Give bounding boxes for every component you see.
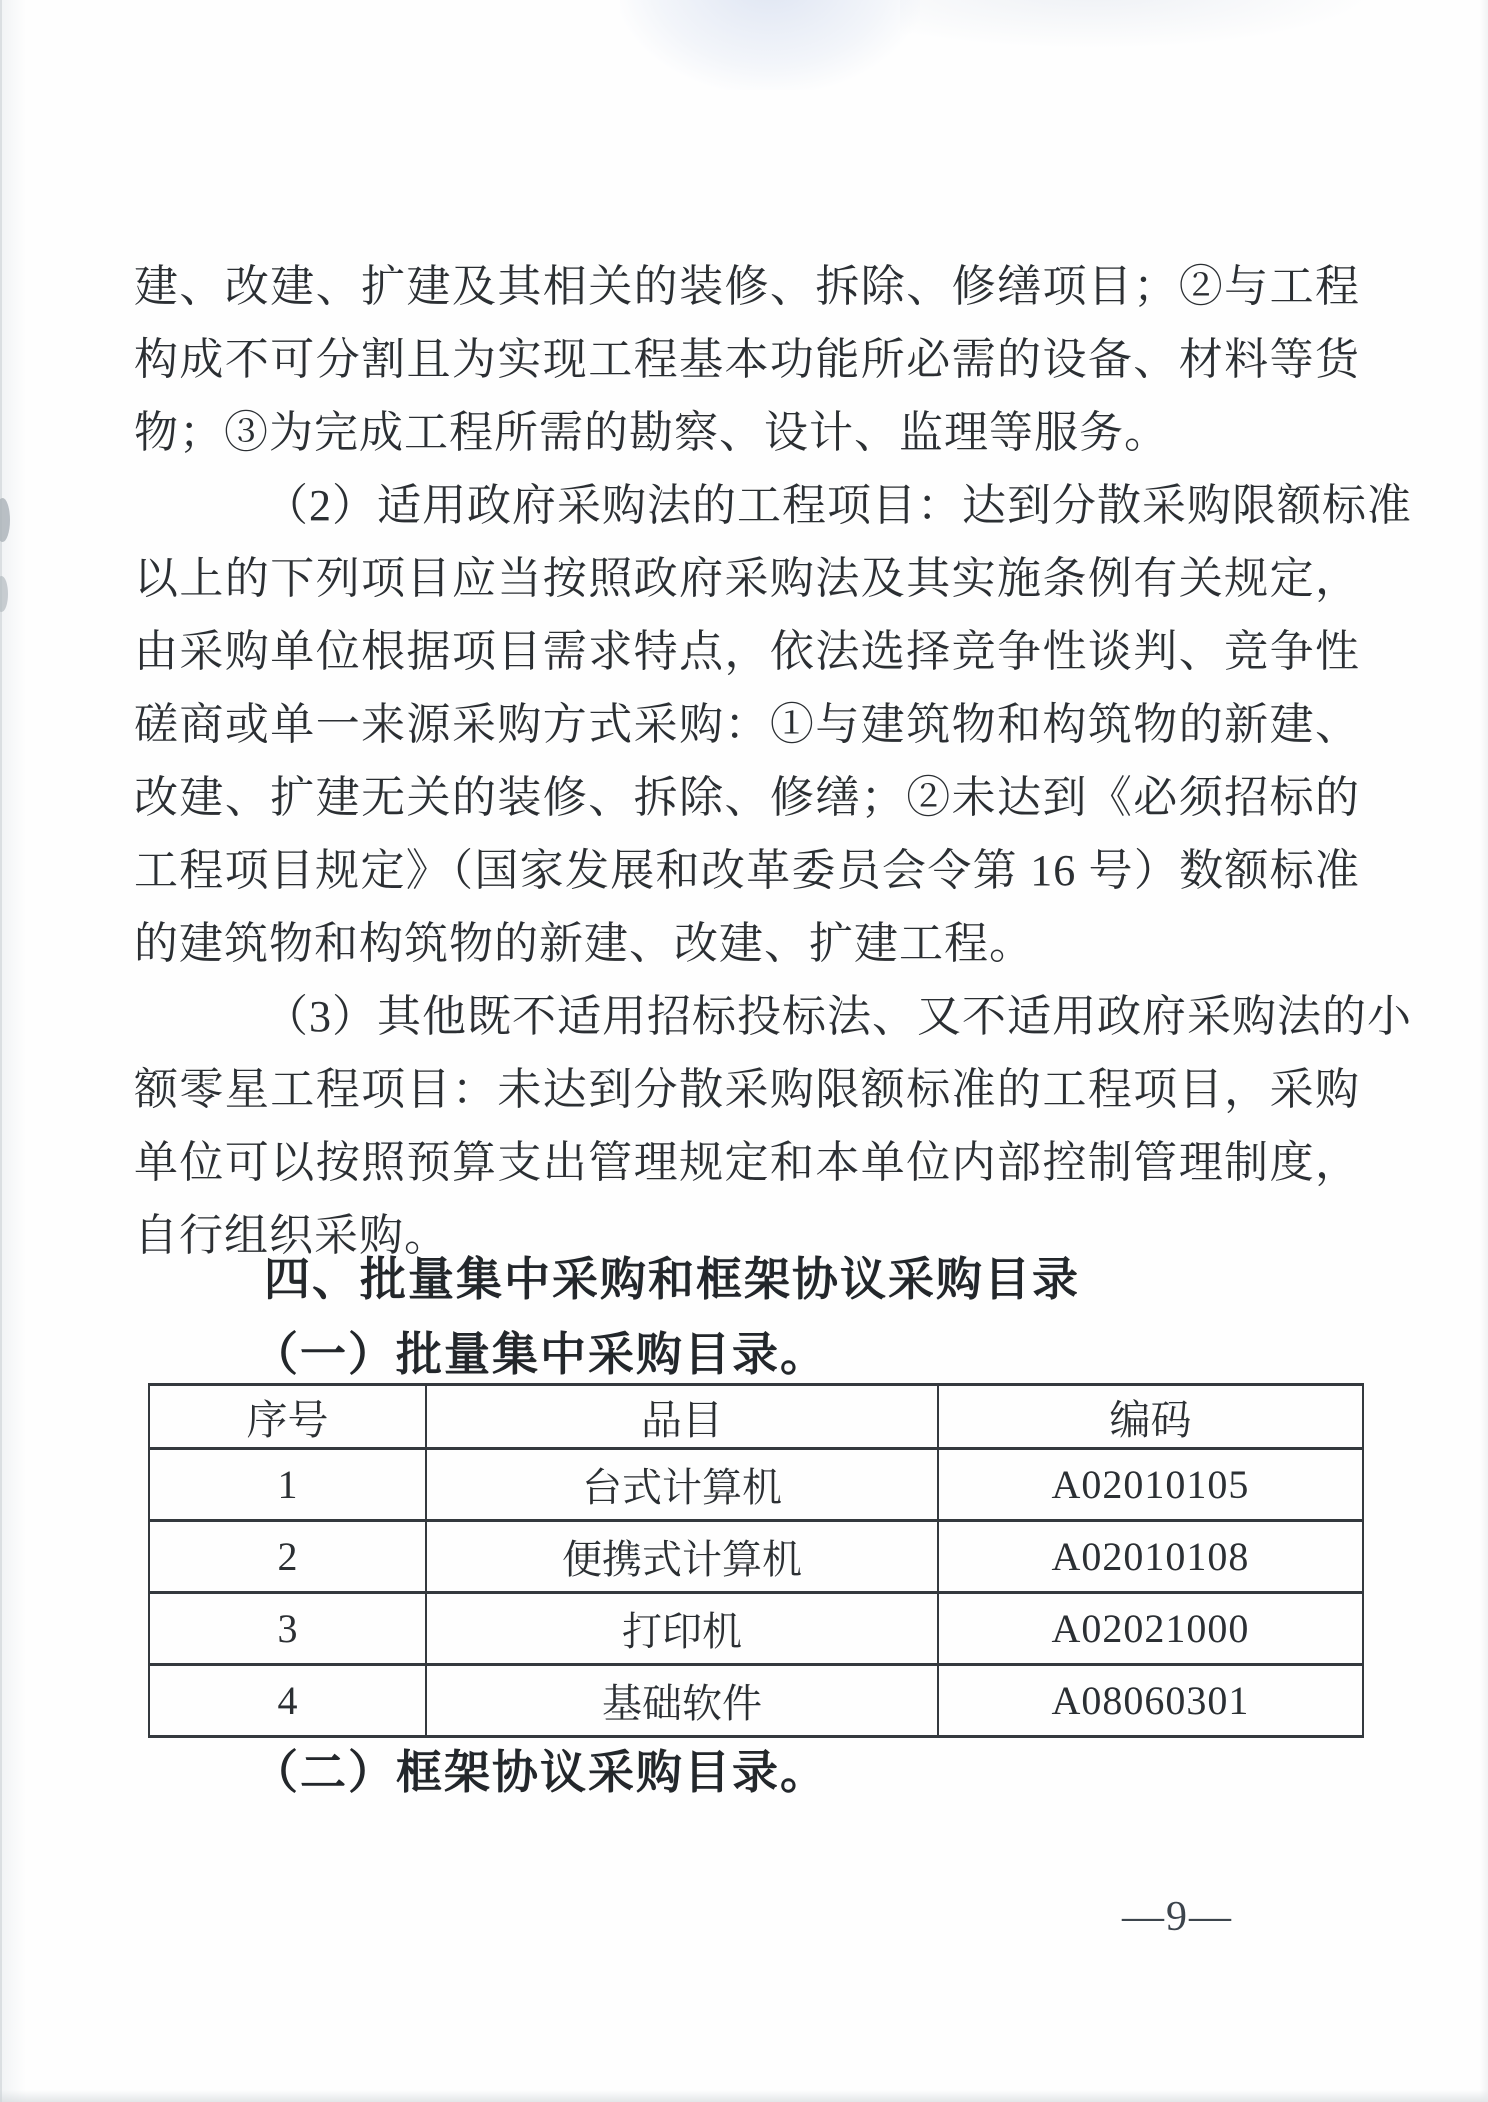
cell-item: 台式计算机 bbox=[426, 1449, 938, 1521]
scan-shadow-left bbox=[0, 0, 26, 2102]
scan-edge-line bbox=[0, 0, 2, 2102]
scan-streaks-top bbox=[900, 0, 1380, 50]
body-line: 额零星工程项目：未达到分散采购限额标准的工程项目，采购 bbox=[134, 1065, 1360, 1114]
cell-code: A02021000 bbox=[938, 1593, 1363, 1665]
body-line: 的建筑物和构筑物的新建、改建、扩建工程。 bbox=[134, 919, 1034, 968]
table-row bbox=[149, 1521, 1363, 1593]
body-line: 磋商或单一来源采购方式采购：①与建筑物和构筑物的新建、 bbox=[134, 700, 1360, 749]
cell-serial: 3 bbox=[149, 1593, 426, 1665]
body-line: 改建、扩建无关的装修、拆除、修缮；②未达到《必须招标的 bbox=[134, 773, 1360, 822]
table-header-row bbox=[149, 1385, 1363, 1449]
cell-item: 便携式计算机 bbox=[426, 1521, 938, 1593]
body-text bbox=[134, 250, 1412, 1272]
body-line: 物；③为完成工程所需的勘察、设计、监理等服务。 bbox=[134, 408, 1169, 457]
cell-code: A08060301 bbox=[938, 1665, 1363, 1737]
body-line: 构成不可分割且为实现工程基本功能所必需的设备、材料等货 bbox=[134, 335, 1360, 384]
cell-serial: 4 bbox=[149, 1665, 426, 1737]
cell-serial: 1 bbox=[149, 1449, 426, 1521]
table-row bbox=[149, 1665, 1363, 1737]
body-line: 工程项目规定》（国家发展和改革委员会令第 16 号）数额标准 bbox=[134, 846, 1360, 895]
cell-code: A02010108 bbox=[938, 1521, 1363, 1593]
scan-shadow-right bbox=[1480, 0, 1488, 2102]
column-header-serial: 序号 bbox=[149, 1385, 426, 1449]
body-line: 以上的下列项目应当按照政府采购法及其实施条例有关规定， bbox=[134, 554, 1360, 603]
cell-serial: 2 bbox=[149, 1521, 426, 1593]
body-line: （3）其他既不适用招标投标法、又不适用政府采购法的小 bbox=[264, 992, 1412, 1041]
body-line: 建、改建、扩建及其相关的装修、拆除、修缮项目；②与工程 bbox=[134, 262, 1360, 311]
subsection-heading-2: （二）框架协议采购目录。 bbox=[252, 1747, 828, 1798]
scan-blob bbox=[0, 498, 10, 542]
procurement-catalog-table bbox=[148, 1383, 1364, 1738]
column-header-code: 编码 bbox=[938, 1385, 1363, 1449]
table-row bbox=[149, 1593, 1363, 1665]
scan-smudge-top bbox=[620, 0, 920, 90]
body-line: （2）适用政府采购法的工程项目：达到分散采购限额标准 bbox=[264, 481, 1412, 530]
body-line: 单位可以按照预算支出管理规定和本单位内部控制管理制度， bbox=[134, 1138, 1360, 1187]
cell-item: 基础软件 bbox=[426, 1665, 938, 1737]
section-heading: 四、批量集中采购和框架协议采购目录 bbox=[264, 1253, 1080, 1305]
subsection-heading-1: （一）批量集中采购目录。 bbox=[252, 1329, 828, 1380]
page-number: —9— bbox=[1122, 1894, 1233, 1940]
scan-shadow-bottom bbox=[0, 2090, 1488, 2102]
table-row bbox=[149, 1449, 1363, 1521]
body-line: 自行组织采购。 bbox=[134, 1211, 449, 1260]
scan-blob bbox=[0, 576, 8, 612]
column-header-item: 品目 bbox=[426, 1385, 938, 1449]
cell-code: A02010105 bbox=[938, 1449, 1363, 1521]
cell-item: 打印机 bbox=[426, 1593, 938, 1665]
body-line: 由采购单位根据项目需求特点，依法选择竞争性谈判、竞争性 bbox=[134, 627, 1360, 676]
